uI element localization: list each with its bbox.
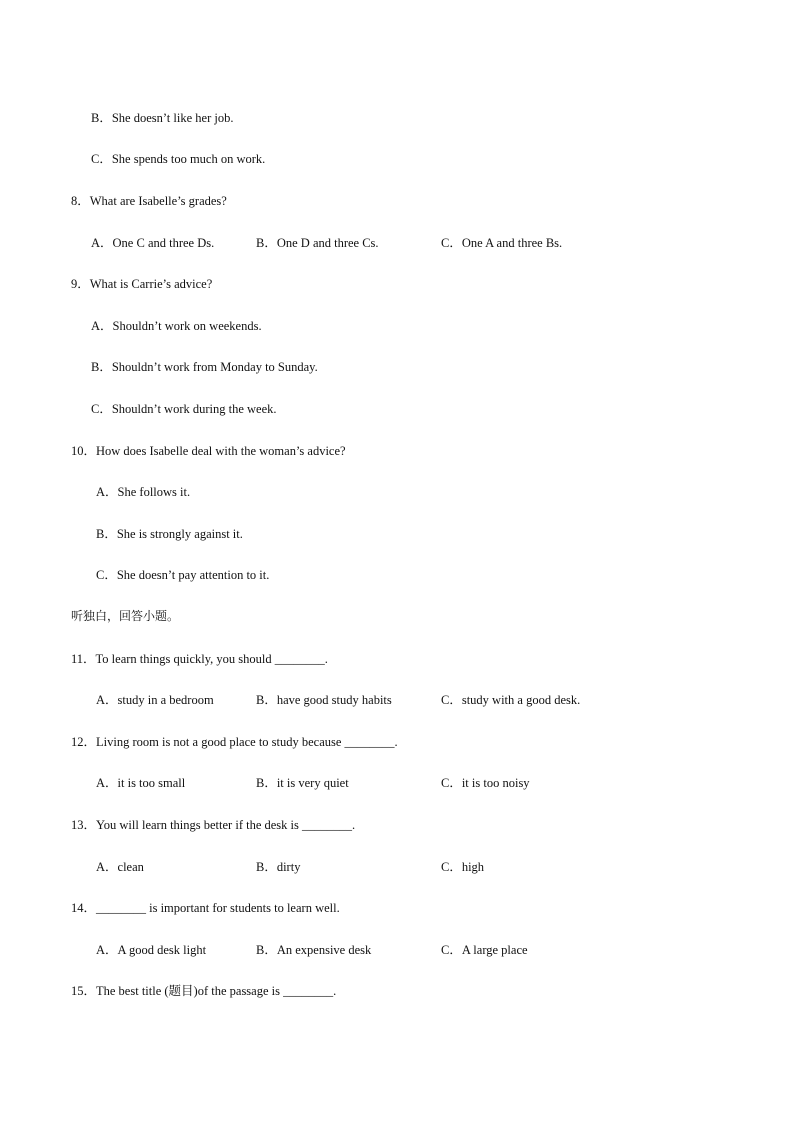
q12-option-c: C．it is too noisy — [441, 776, 530, 790]
q9-option-c: C．Shouldn’t work during the week. — [91, 402, 277, 416]
q9-option-a: A．Shouldn’t work on weekends. — [91, 319, 262, 333]
q7-option-b: B．She doesn’t like her job. — [91, 111, 234, 125]
q13-stem: 13．You will learn things better if the desk is ________. — [71, 818, 356, 832]
q10-stem: 10．How does Isabelle deal with the woman’s advice? — [71, 444, 346, 458]
q12-stem: 12．Living room is not a good place to study because ________. — [71, 735, 398, 749]
q11-option-a: A．study in a bedroom — [96, 693, 214, 707]
q14-option-b: B．An expensive desk — [256, 943, 372, 957]
q15-stem: 15．The best title (题目)of the passage is ________. — [71, 984, 337, 998]
section-heading: 听独白，回答小题。 — [71, 609, 180, 623]
q14-option-a: A．A good desk light — [96, 943, 207, 957]
q7-option-c: C．She spends too much on work. — [91, 152, 266, 166]
q14-stem: 14．________ is important for students to learn well. — [71, 901, 340, 915]
q10-option-c: C．She doesn’t pay attention to it. — [96, 568, 270, 582]
q8-option-b: B．One D and three Cs. — [256, 236, 379, 250]
q11-stem: 11．To learn things quickly, you should ________. — [71, 652, 328, 666]
q9-option-b: B．Shouldn’t work from Monday to Sunday. — [91, 360, 318, 374]
q14-option-c: C．A large place — [441, 943, 528, 957]
q8-option-a: A．One C and three Ds. — [91, 236, 215, 250]
q13-option-a: A．clean — [96, 860, 144, 874]
q9-stem: 9．What is Carrie’s advice? — [71, 277, 213, 291]
q10-option-b: B．She is strongly against it. — [96, 527, 243, 541]
q12-option-a: A．it is too small — [96, 776, 186, 790]
q8-stem: 8．What are Isabelle’s grades? — [71, 194, 227, 208]
q13-option-c: C．high — [441, 860, 485, 874]
q8-option-c: C．One A and three Bs. — [441, 236, 563, 250]
q12-option-b: B．it is very quiet — [256, 776, 349, 790]
q13-option-b: B．dirty — [256, 860, 301, 874]
q10-option-a: A．She follows it. — [96, 485, 191, 499]
q11-option-b: B．have good study habits — [256, 693, 392, 707]
q11-option-c: C．study with a good desk. — [441, 693, 581, 707]
